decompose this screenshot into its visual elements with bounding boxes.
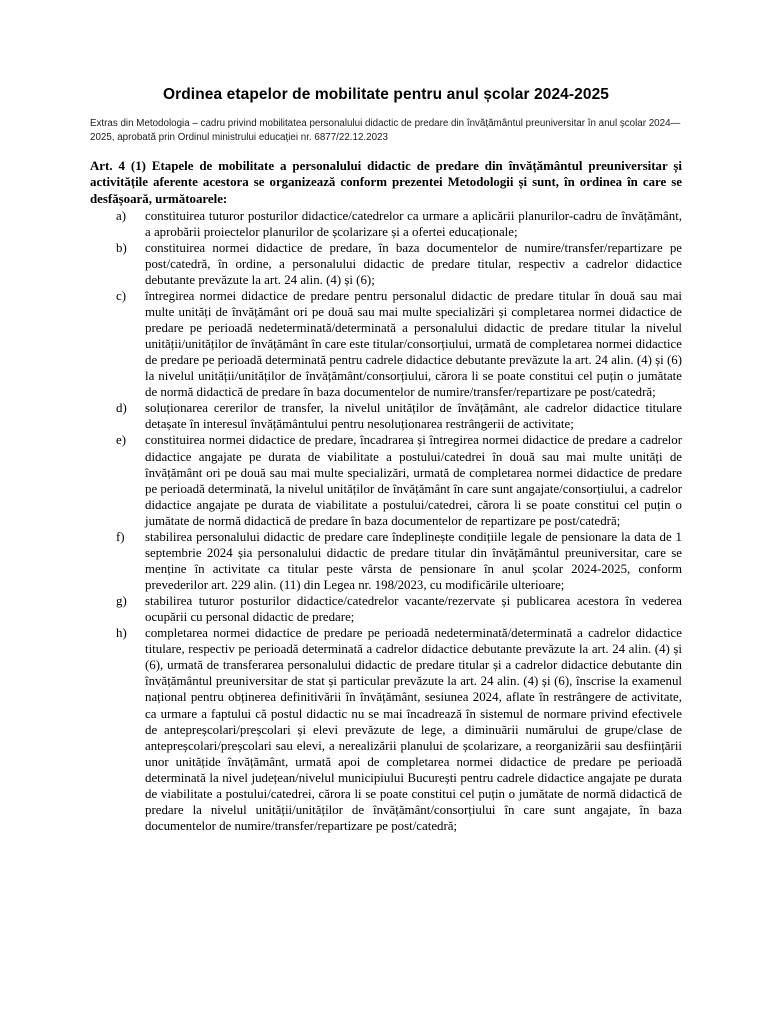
list-item-marker: g) bbox=[116, 594, 127, 609]
list-item-marker: a) bbox=[116, 208, 127, 223]
article-intro-paragraph: Art. 4 (1) Etapele de mobilitate a personalului didactic de predare din învățământul preuniversitar și activitățile aferente acestora se organizează conform prezentei Metodologii și sunt, în ordinea în care se desfășoară, următoarele: bbox=[90, 159, 682, 206]
list-item-marker: d) bbox=[116, 401, 127, 416]
list-item bbox=[90, 593, 682, 625]
list-item bbox=[90, 208, 682, 240]
document-subtitle: Extras din Metodologia – cadru privind mobilitatea personalului didactic de predare din învățământul preuniversitar în anul școlar 2024—2025, aprobată prin Ordinul ministrului educației nr. 6877/22.12.2023 bbox=[90, 118, 681, 143]
list-item-text: completarea normei didactice de predare pe perioadă nedeterminată/determinată a cadrelor didactice titulare, respectiv pe perioadă determinată a cadrelor didactice debutante prevăzute la art. 24 alin. (4) și (6), urmată de transferarea personalului didactic de predare titular și a cadrelor didactice debutante din învățământul preuniversitar de stat și particular prevăzute la art. 24 alin. (4) și (6), înscrise la examenul național pentru obținerea definitivării în învățământ, sesiunea 2024, aflate în restrângere de activitate, ca urmare a faptului că postul didactic nu se mai încadrează în sistemul de normare privind efectivele de antepreșcolari/preșcolari și elevi prevăzute de lege, a diminuării numărului de grupe/clase de antepreșcolari/preșcolari sau elevi, a nerealizării planului de școlarizare, a reorganizării sau desființării unor unitățide învățământ, urmată apoi de completarea normei didactice de predare pe perioadă determinată la nivel județean/nivelul municipiului București pentru cadrele didactice angajate pe durata de viabilitate a postului/catedrei, cărora li se poate constitui cel puțin o jumătate de normă didactică de predare la nivelul unității/unităților de învățământ/consorțiului în care sunt angajate, în baza documentelor de numire/transfer/repartizare pe post/catedră; bbox=[145, 626, 682, 833]
list-item-marker: c) bbox=[116, 288, 127, 303]
list-item-marker: e) bbox=[116, 433, 127, 448]
list-item-text: stabilirea personalului didactic de predare care îndeplinește condițiile legale de pensionare la data de 1 septembrie 2024 șia personalului didactic de predare titular din învățământul preuniversitar, care se menține în activitate ca titular peste vârsta de pensionare în anul școlar 2024-2025, conform prevederilor art. 229 alin. (11) din Legea nr. 198/2023, cu modificările ulterioare; bbox=[145, 529, 682, 593]
page-title: Ordinea etapelor de mobilitate pentru anul școlar 2024-2025 bbox=[162, 86, 610, 103]
list-item bbox=[90, 625, 682, 834]
list-item-text: întregirea normei didactice de predare pentru personalul didactic de predare titular în două sau mai multe unități de învățământ ori pe două sau mai multe specializări și completarea normei didactice de predare pe perioadă nedeterminată/determinată a personalului didactic de predare titular la nivelul unității/unităților de învățământ în care este titular/consorțiului, urmată de completarea normei didactice de predare pe perioadă determinată pentru cadrele didactice debutante prevăzute la art. 24 alin. (4) și (6) la nivelul unității/unităților de învățământ/consorțiului, cărora li se poate constitui cel puțin o jumătate de normă didactică de predare în baza documentelor de numire/transfer/repartizare pe post/catedră; bbox=[145, 288, 682, 400]
list-item-text: soluționarea cererilor de transfer, la nivelul unităților de învățământ, ale cadrelor didactice titulare detașate în interesul învățământului pentru nesoluționarea restrângerii de activitate; bbox=[145, 401, 682, 432]
list-item-text: stabilirea tuturor posturilor didactice/catedrelor vacante/rezervate și publicarea acestora în vederea ocupării cu personal didactic de predare; bbox=[145, 594, 682, 625]
mobility-stages-list bbox=[90, 208, 682, 834]
list-item bbox=[90, 400, 682, 432]
list-item bbox=[90, 432, 682, 528]
list-item-marker: h) bbox=[116, 626, 127, 641]
list-item-text: constituirea tuturor posturilor didactice/catedrelor ca urmare a aplicării planurilor-cadru de învățământ, a aprobării proiectelor planurilor de școlarizare și a ofertei educaționale; bbox=[145, 208, 682, 239]
list-item bbox=[90, 529, 682, 593]
list-item-text: constituirea normei didactice de predare, în baza documentelor de numire/transfer/repartizare pe post/catedră, în ordine, a personalului didactic de predare titular, respectiv a cadrelor didactice debutante prevăzute la art. 24 alin. (4) și (6); bbox=[145, 240, 682, 287]
list-item-text: constituirea normei didactice de predare, încadrarea și întregirea normei didactice de predare a cadrelor didactice angajate pe durata de viabilitate a postului/catedrei în două sau mai multe unități de învățământ ori pe două sau mai multe specializări, urmată de completarea normei didactice de predare pe perioadă determinată, la nivelul unităților de învățământ în care sunt angajate/consorțiului, a cadrelor didactice angajate pe durata de viabilitate a postului/catedrei, cărora li se poate constitui cel puțin o jumătate de normă didactică de predare în baza documentelor de repartizare pe post/catedră; bbox=[145, 433, 682, 528]
list-item bbox=[90, 288, 682, 400]
list-item bbox=[90, 240, 682, 288]
list-item-marker: f) bbox=[116, 529, 125, 544]
list-item-marker: b) bbox=[116, 240, 127, 255]
